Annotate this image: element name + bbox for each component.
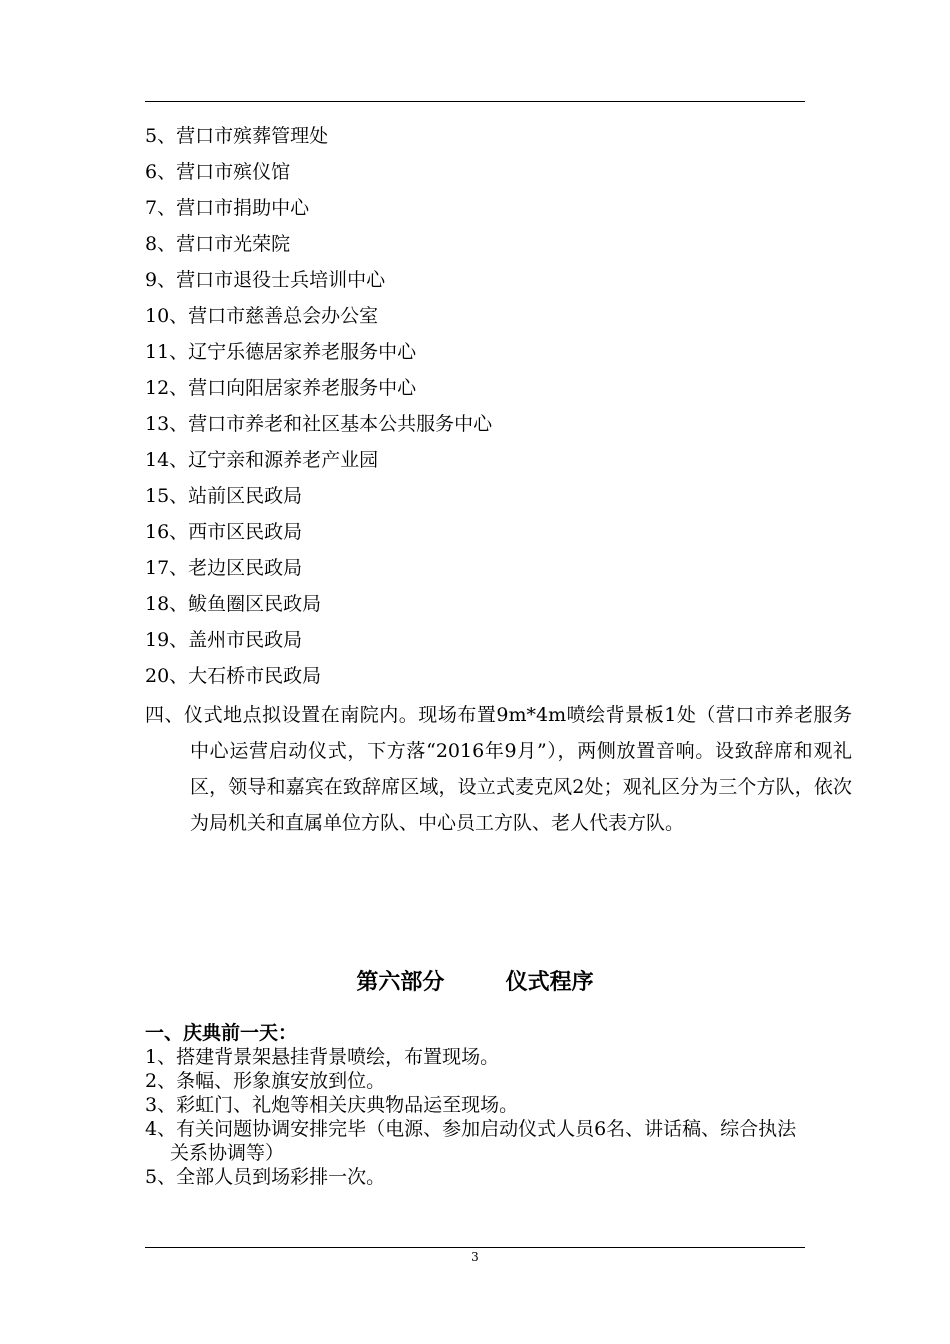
step-item: 5、全部人员到场彩排一次。	[145, 1166, 386, 1188]
list-item: 16、西市区民政局	[145, 521, 303, 543]
list-item: 18、鲅鱼圈区民政局	[145, 593, 322, 615]
list-item: 17、老边区民政局	[145, 557, 303, 579]
list-item: 20、大石桥市民政局	[145, 665, 322, 687]
list-item: 11、辽宁乐德居家养老服务中心	[145, 341, 417, 363]
page-number: 3	[471, 1250, 479, 1264]
list-item: 5、营口市殡葬管理处	[145, 125, 329, 147]
list-item: 19、盖州市民政局	[145, 629, 303, 651]
preparation-steps	[145, 1045, 815, 1189]
list-item: 15、站前区民政局	[145, 485, 303, 507]
list-item: 9、营口市退役士兵培训中心	[145, 269, 386, 291]
list-item: 10、营口市慈善总会办公室	[145, 305, 379, 327]
list-item: 13、营口市养老和社区基本公共服务中心	[145, 413, 493, 435]
list-item: 8、营口市光荣院	[145, 233, 291, 255]
footer-rule	[145, 1247, 805, 1248]
organization-list	[145, 118, 810, 694]
step-item: 4、有关问题协调安排完毕（电源、参加启动仪式人员6名、讲话稿、综合执法关系协调等）	[145, 1118, 797, 1164]
section-title: 第六部分 仪式程序	[356, 970, 594, 995]
header-rule	[145, 101, 805, 102]
subheading: 一、庆典前一天：	[145, 1022, 298, 1044]
list-item: 6、营口市殡仪馆	[145, 161, 291, 183]
list-item: 12、营口向阳居家养老服务中心	[145, 377, 417, 399]
list-item: 7、营口市捐助中心	[145, 197, 310, 219]
list-item: 14、辽宁亲和源养老产业园	[145, 449, 379, 471]
venue-paragraph: 四、仪式地点拟设置在南院内。现场布置9m*4m喷绘背景板1处（营口市养老服务中心运营启动仪式，下方落“2016年9月”），两侧放置音响。设致辞席和观礼区，领导和嘉宾在致辞席区域，设立式麦克风2处；观礼区分为三个方队，依次为局机关和直属单位方队、中心员工方队、老人代表方队。	[145, 704, 852, 834]
step-item: 2、条幅、形象旗安放到位。	[145, 1070, 386, 1092]
step-item: 3、彩虹门、礼炮等相关庆典物品运至现场。	[145, 1094, 519, 1116]
step-item: 1、搭建背景架悬挂背景喷绘，布置现场。	[145, 1046, 500, 1068]
